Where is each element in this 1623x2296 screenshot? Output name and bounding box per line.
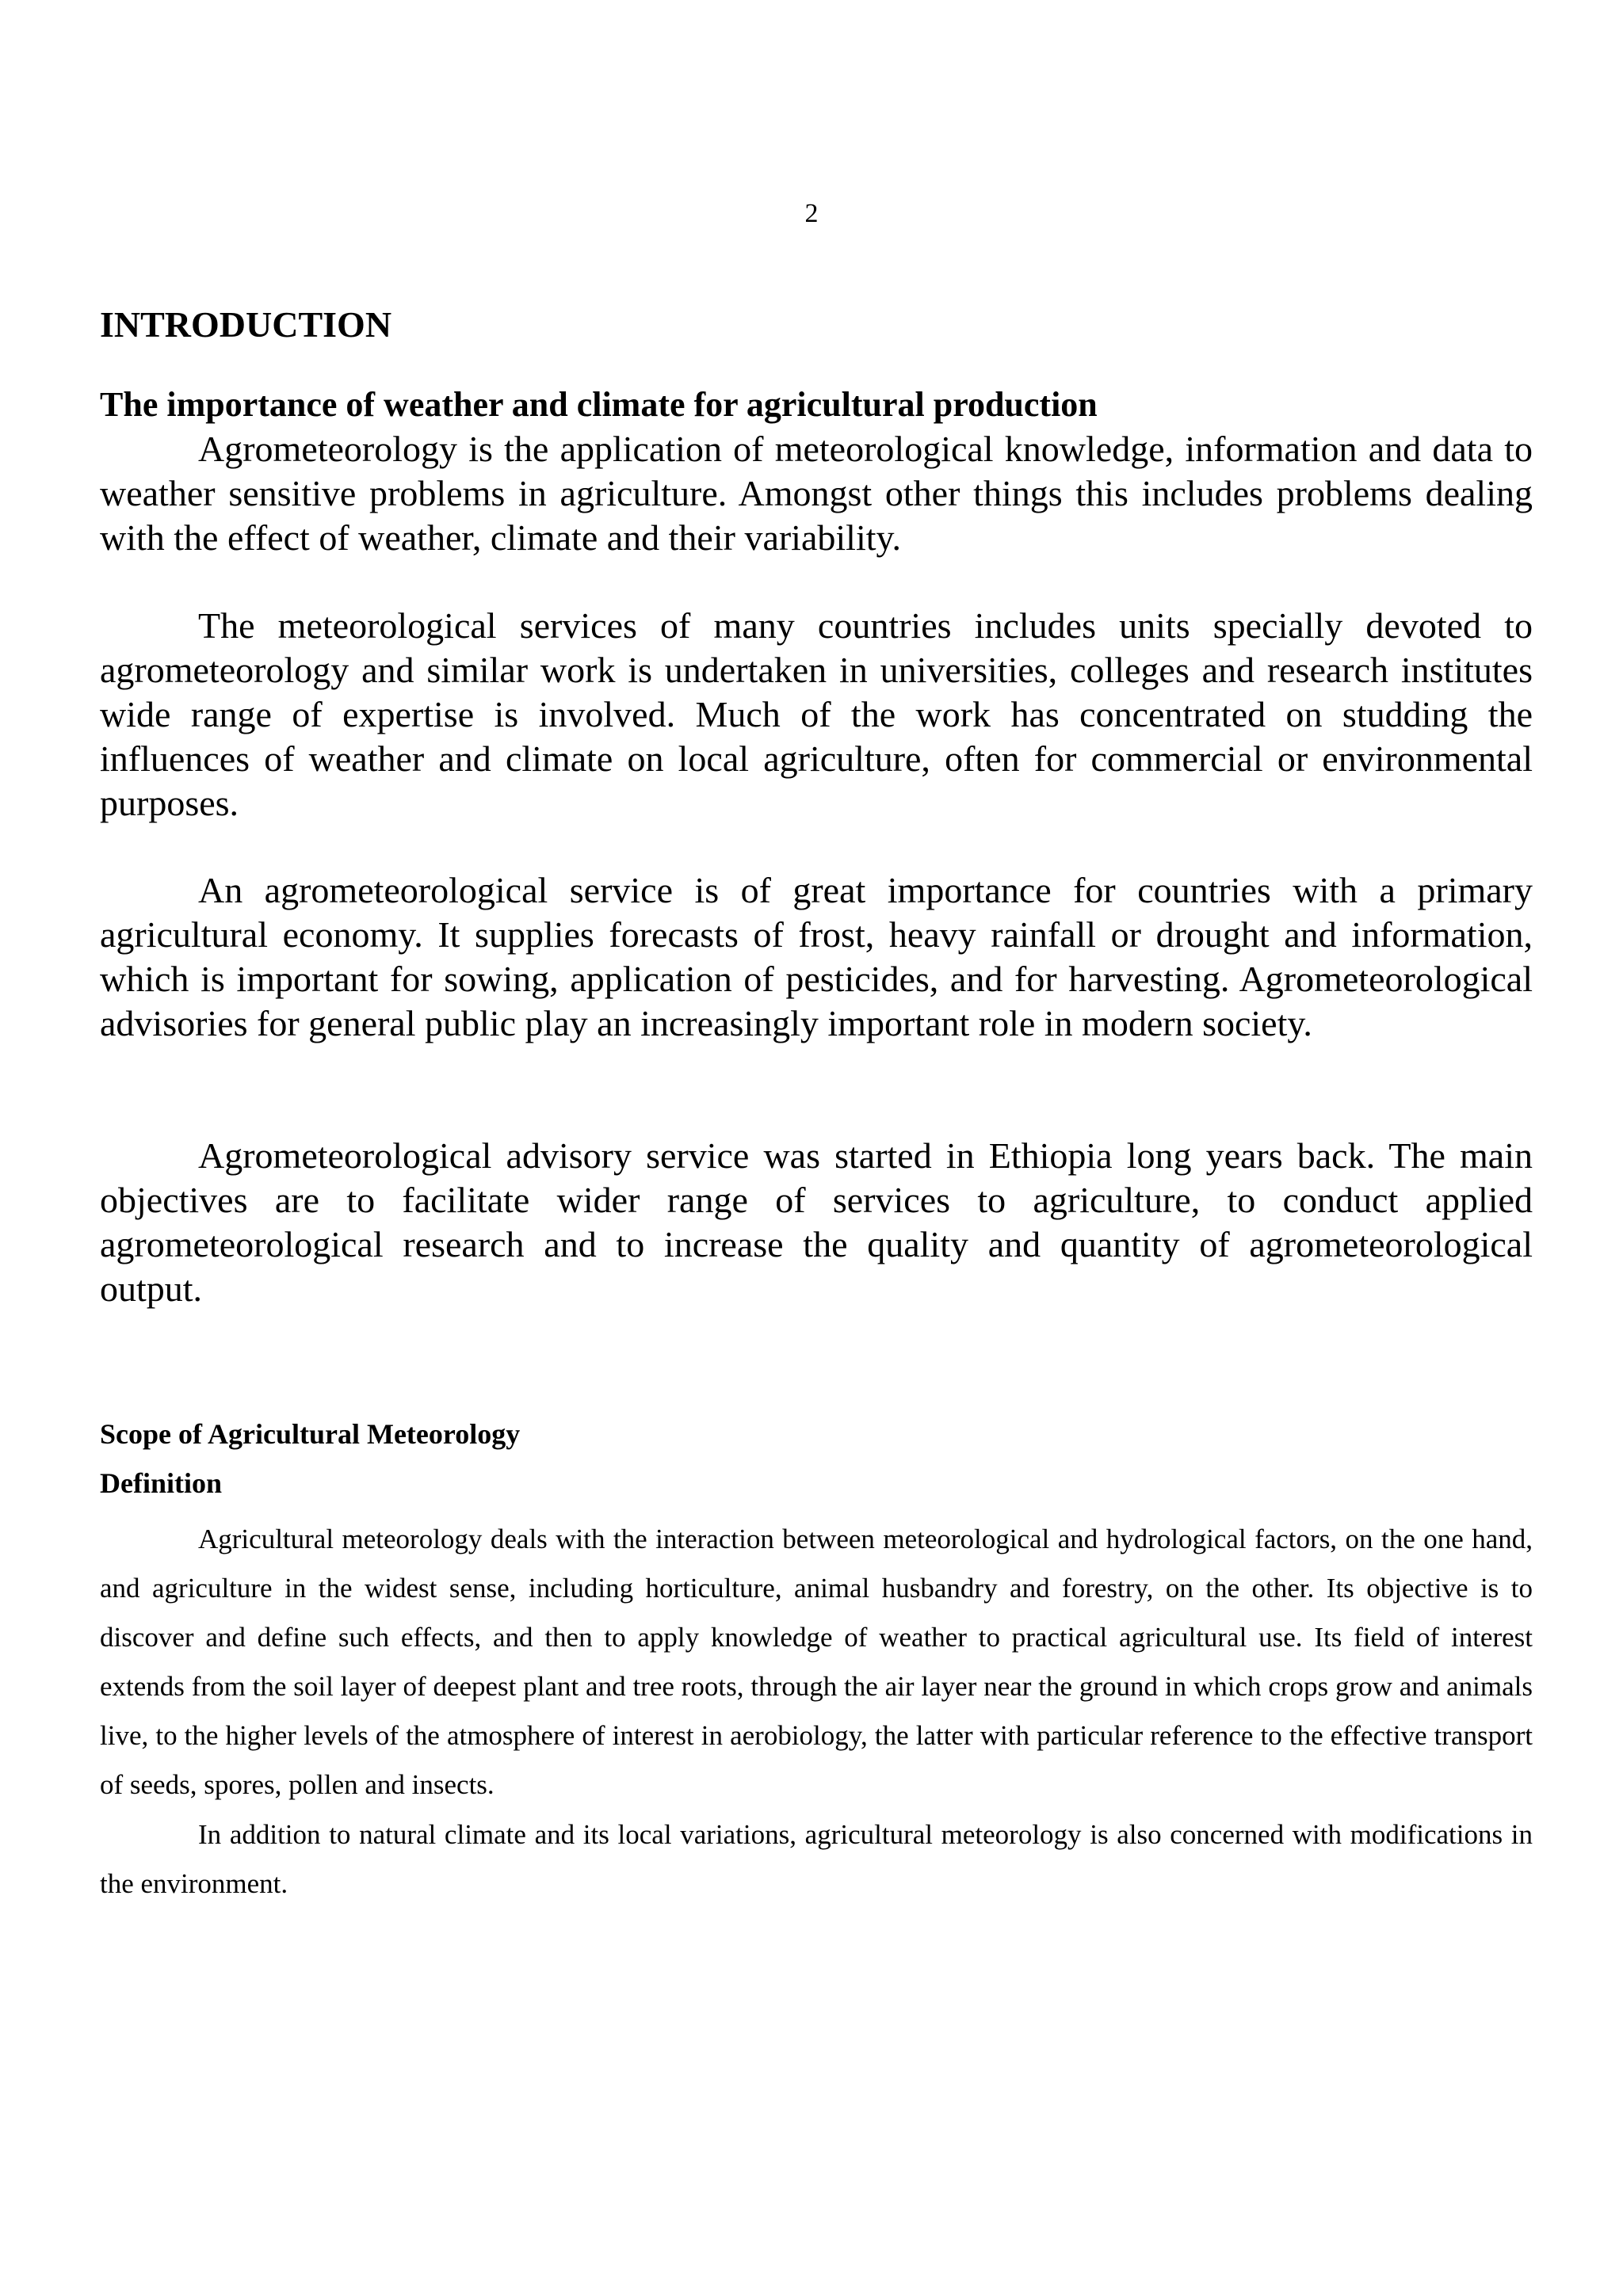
scope-heading: Scope of Agricultural Meteorology [100,1418,521,1450]
page-number: 2 [804,199,819,228]
paragraph-agrometeorology-definition: Agrometeorology is the application of meteorological knowledge, information and data to weather sensitive problems in agriculture. Amongst other things this includes problems dealing with the effect of weather, climate and their variability. [100,429,1533,558]
paragraph-agrometeorological-service-importance: An agrometeorological service is of great importance for countries with a primary agricultural economy. It supplies forecasts of frost, heavy rainfall or drought and information, which is important for sowing, application of pesticides, and for harvesting. Agrometeorological advisories for general public play an increasingly important role in modern society. [100,870,1533,1043]
paragraph-ethiopia-advisory-service: Agrometeorological advisory service was started in Ethiopia long years back. The main objectives are to facilitate wider range of services to agriculture, to conduct applied agrometeorological research and to increase the quality and quantity of agrometeorological output. [100,1135,1533,1309]
paragraph-modifications: In addition to natural climate and its local variations, agricultural meteorology is also concerned with modifications in the environment. [100,1819,1533,1899]
introduction-heading: INTRODUCTION [100,304,392,345]
paragraph-definition: Agricultural meteorology deals with the interaction between meteorological and hydrological factors, on the one hand, and agriculture in the widest sense, including horticulture, animal husbandry and forestry, on the other. Its objective is to discover and define such effects, and then to apply knowledge of weather to practical agricultural use. Its field of interest extends from the soil layer of deepest plant and tree roots, through the air layer near the ground in which crops grow and animals live, to the higher levels of the atmosphere of interest in aerobiology, the latter with particular reference to the effective transport of seeds, spores, pollen and insects. [100,1524,1533,1800]
section-heading: The importance of weather and climate for agricultural production [100,385,1098,424]
paragraph-meteorological-services: The meteorological services of many countries includes units specially devoted to agrometeorology and similar work is undertaken in universities, colleges and research institutes wide range of expertise is involved. Much of the work has concentrated on studding the influences of weather and climate on local agriculture, often for commercial or environmental purposes. [100,605,1533,823]
definition-heading: Definition [100,1467,223,1499]
